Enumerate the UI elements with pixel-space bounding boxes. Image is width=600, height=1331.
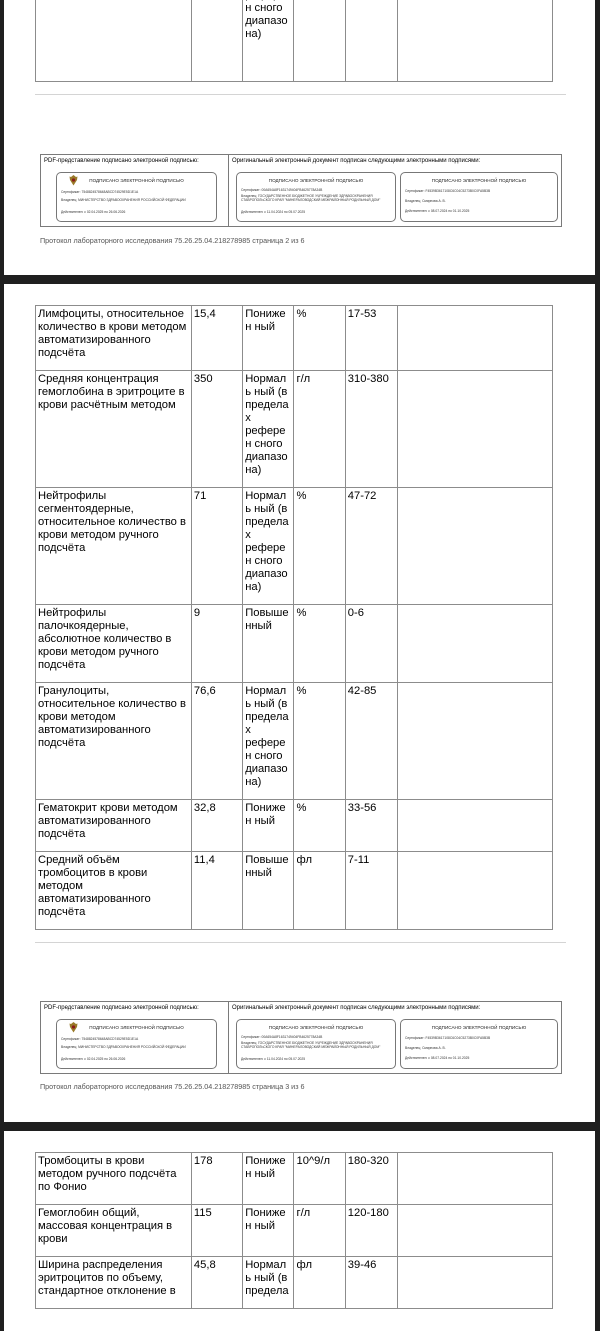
- table-row: [36, 1257, 553, 1309]
- results-table-page-2: [35, 0, 553, 82]
- status-cell: Нормаль ный (в предела х референ сного диапазо на): [243, 488, 294, 605]
- test-name-cell: Гемоглобин общий, массовая концентрация в крови: [36, 1205, 192, 1257]
- page-4: [4, 1131, 595, 1331]
- signature-right-header: Оригинальный электронный документ подписан следующими электронными подписями:: [232, 158, 481, 164]
- result-value-cell: 115: [191, 1205, 242, 1257]
- signature-stamp: ПОДПИСАНО ЭЛЕКТРОННОЙ ПОДПИСЬЮ Сертификат: F4539B3617108C6C04C5273B0C0FA5B3B Владелец: Смирнова А. В. Действителен: с 08.07.2024 по 01.10.2025: [400, 172, 558, 222]
- reference-range-cell: 180-320: [345, 1153, 397, 1205]
- reference-range-cell: 0-6: [345, 605, 397, 683]
- status-cell: Понижен ный: [243, 1205, 294, 1257]
- comment-cell: [398, 371, 553, 488]
- status-cell: Нормаль ный (в предела: [243, 1257, 294, 1309]
- signature-stamp: ПОДПИСАНО ЭЛЕКТРОННОЙ ПОДПИСЬЮ Сертификат: F4539B3617108C6C04C5273B0C0FA5B3B Владелец: Смирнова А. В. Действителен: с 08.07.2024 по 01.10.2025: [400, 1019, 558, 1069]
- reference-range-cell: 17-53: [345, 306, 397, 371]
- status-cell: Повыше нный: [243, 852, 294, 930]
- table-row: [36, 605, 553, 683]
- table-row: [36, 371, 553, 488]
- unit-cell: %: [294, 800, 345, 852]
- test-name-cell: Лимфоциты, относительное количество в крови методом автоматизированного подсчёта: [36, 306, 192, 371]
- unit-cell: %: [294, 683, 345, 800]
- reference-range-cell: 33-56: [345, 800, 397, 852]
- signature-stamp: ПОДПИСАНО ЭЛЕКТРОННОЙ ПОДПИСЬЮ Сертификат: 7548824578648ABCD74529E5D1E1A Владелец: МИНИСТЕРСТВО ЗДРАВООХРАНЕНИЯ РОССИЙСКОЙ ФЕДЕРАЦИИ Действителен: с 02.04.2025 по 26.06.2026: [56, 1019, 217, 1069]
- signature-stamp: ПОДПИСАНО ЭЛЕКТРОННОЙ ПОДПИСЬЮ Сертификат: 00A654A8F1631749404FB4625778A34B Владелец: ГОСУДАРСТВЕННОЕ БЮДЖЕТНОЕ УЧРЕЖДЕНИЕ ЗДРАВООХРАНЕНИЯ СТАВРОПОЛЬСКОГО КРАЯ "МИНЕРАЛОВОДСКИЙ МЕЖРАЙОННЫЙ РОДИЛЬНЫЙ ДОМ" Действителен: с 11.04.2024 по 05.07.2025: [236, 172, 396, 222]
- test-name-cell: Гематокрит крови методом автоматизированного подсчёта: [36, 800, 192, 852]
- comment-cell: [398, 852, 553, 930]
- unit-cell: %: [294, 306, 345, 371]
- comment-cell: [398, 1257, 553, 1309]
- result-value-cell: 15,4: [191, 306, 242, 371]
- reference-range-cell: 7-11: [345, 852, 397, 930]
- comment-cell: [398, 0, 553, 82]
- result-value-cell: 45,8: [191, 1257, 242, 1309]
- results-table-page-4: [35, 1152, 553, 1309]
- protocol-footer: Протокол лабораторного исследования 75.26.25.04.218278985 страница 2 из 6: [40, 236, 305, 245]
- page-divider-line: [35, 942, 566, 943]
- table-row: [36, 306, 553, 371]
- test-name-cell: Нейтрофилы палочкоядерные, абсолютное количество в крови методом ручного подсчёта: [36, 605, 192, 683]
- signature-left-header: PDF-представление подписано электронной подписью:: [44, 158, 199, 164]
- comment-cell: [398, 306, 553, 371]
- result-value-cell: 178: [191, 1153, 242, 1205]
- table-row: [36, 0, 553, 82]
- comment-cell: [398, 488, 553, 605]
- unit-cell: фл: [294, 1257, 345, 1309]
- result-value-cell: 11,4: [191, 852, 242, 930]
- reference-range-cell: 39-46: [345, 1257, 397, 1309]
- results-table-page-3: [35, 305, 553, 930]
- reference-range-cell: 310-380: [345, 371, 397, 488]
- comment-cell: [398, 1153, 553, 1205]
- test-name-cell: Тромбоциты в крови методом ручного подсчёта по Фонио: [36, 1153, 192, 1205]
- signature-stamp: ПОДПИСАНО ЭЛЕКТРОННОЙ ПОДПИСЬЮ Сертификат: 00A654A8F1631749404FB4625778A34B Владелец: ГОСУДАРСТВЕННОЕ БЮДЖЕТНОЕ УЧРЕЖДЕНИЕ ЗДРАВООХРАНЕНИЯ СТАВРОПОЛЬСКОГО КРАЯ "МИНЕРАЛОВОДСКИЙ МЕЖРАЙОННЫЙ РОДИЛЬНЫЙ ДОМ" Действителен: с 11.04.2024 по 05.07.2025: [236, 1019, 396, 1069]
- comment-cell: [398, 800, 553, 852]
- unit-cell: 10^9/л: [294, 1153, 345, 1205]
- status-cell: Понижен ный: [243, 800, 294, 852]
- status-cell: Понижен ный: [243, 306, 294, 371]
- status-cell: Нормаль ный (в предела х референ сного диапазо на): [243, 371, 294, 488]
- comment-cell: [398, 1205, 553, 1257]
- table-row: [36, 800, 553, 852]
- unit-cell: г/л: [294, 371, 345, 488]
- reference-range-cell: 120-180: [345, 1205, 397, 1257]
- page-divider-line: [35, 94, 566, 95]
- table-row: [36, 852, 553, 930]
- test-name-cell: Ширина распределения эритроцитов по объему, стандартное отклонение в: [36, 1257, 192, 1309]
- result-value-cell: 350: [191, 371, 242, 488]
- status-cell: Понижен ный: [243, 1153, 294, 1205]
- unit-cell: %: [294, 605, 345, 683]
- status-cell: Повыше нный: [243, 605, 294, 683]
- reference-range-cell: 42-85: [345, 683, 397, 800]
- page-3: [4, 284, 595, 1122]
- test-name-cell: Гранулоциты, относительное количество в крови методом автоматизированного подсчёта: [36, 683, 192, 800]
- unit-cell: %: [294, 488, 345, 605]
- test-name-cell: Нейтрофилы сегментоядерные, относительное количество в крови методом ручного подсчёта: [36, 488, 192, 605]
- signature-block: [40, 1001, 562, 1074]
- table-row: [36, 683, 553, 800]
- unit-cell: г/л: [294, 1205, 345, 1257]
- result-value-cell: 32,8: [191, 800, 242, 852]
- reference-range-cell: [345, 0, 397, 82]
- result-value-cell: 76,6: [191, 683, 242, 800]
- result-value-cell: 71: [191, 488, 242, 605]
- status-cell: н сного диапазо на): [243, 0, 294, 82]
- table-row: [36, 488, 553, 605]
- signature-stamp: ПОДПИСАНО ЭЛЕКТРОННОЙ ПОДПИСЬЮ Сертификат: 7548824578648ABCD74529E5D1E1A Владелец: МИНИСТЕРСТВО ЗДРАВООХРАНЕНИЯ РОССИЙСКОЙ ФЕДЕРАЦИИ Действителен: с 02.04.2025 по 26.06.2026: [56, 172, 217, 222]
- reference-range-cell: 47-72: [345, 488, 397, 605]
- comment-cell: [398, 683, 553, 800]
- result-value-cell: 9: [191, 605, 242, 683]
- result-value-cell: [191, 0, 242, 82]
- unit-cell: [294, 0, 345, 82]
- signature-block: [40, 154, 562, 227]
- test-name-cell: [36, 0, 192, 82]
- unit-cell: фл: [294, 852, 345, 930]
- test-name-cell: Средний объём тромбоцитов в крови методом автоматизированного подсчёта: [36, 852, 192, 930]
- table-row: [36, 1153, 553, 1205]
- protocol-footer: Протокол лабораторного исследования 75.26.25.04.218278985 страница 3 из 6: [40, 1082, 305, 1091]
- comment-cell: [398, 605, 553, 683]
- test-name-cell: Средняя концентрация гемоглобина в эритроците в крови расчётным методом: [36, 371, 192, 488]
- signature-right-header: Оригинальный электронный документ подписан следующими электронными подписями:: [232, 1005, 481, 1011]
- table-row: [36, 1205, 553, 1257]
- page-2: [4, 0, 595, 275]
- signature-left-header: PDF-представление подписано электронной подписью:: [44, 1005, 199, 1011]
- status-cell: Нормаль ный (в предела х референ сного диапазо на): [243, 683, 294, 800]
